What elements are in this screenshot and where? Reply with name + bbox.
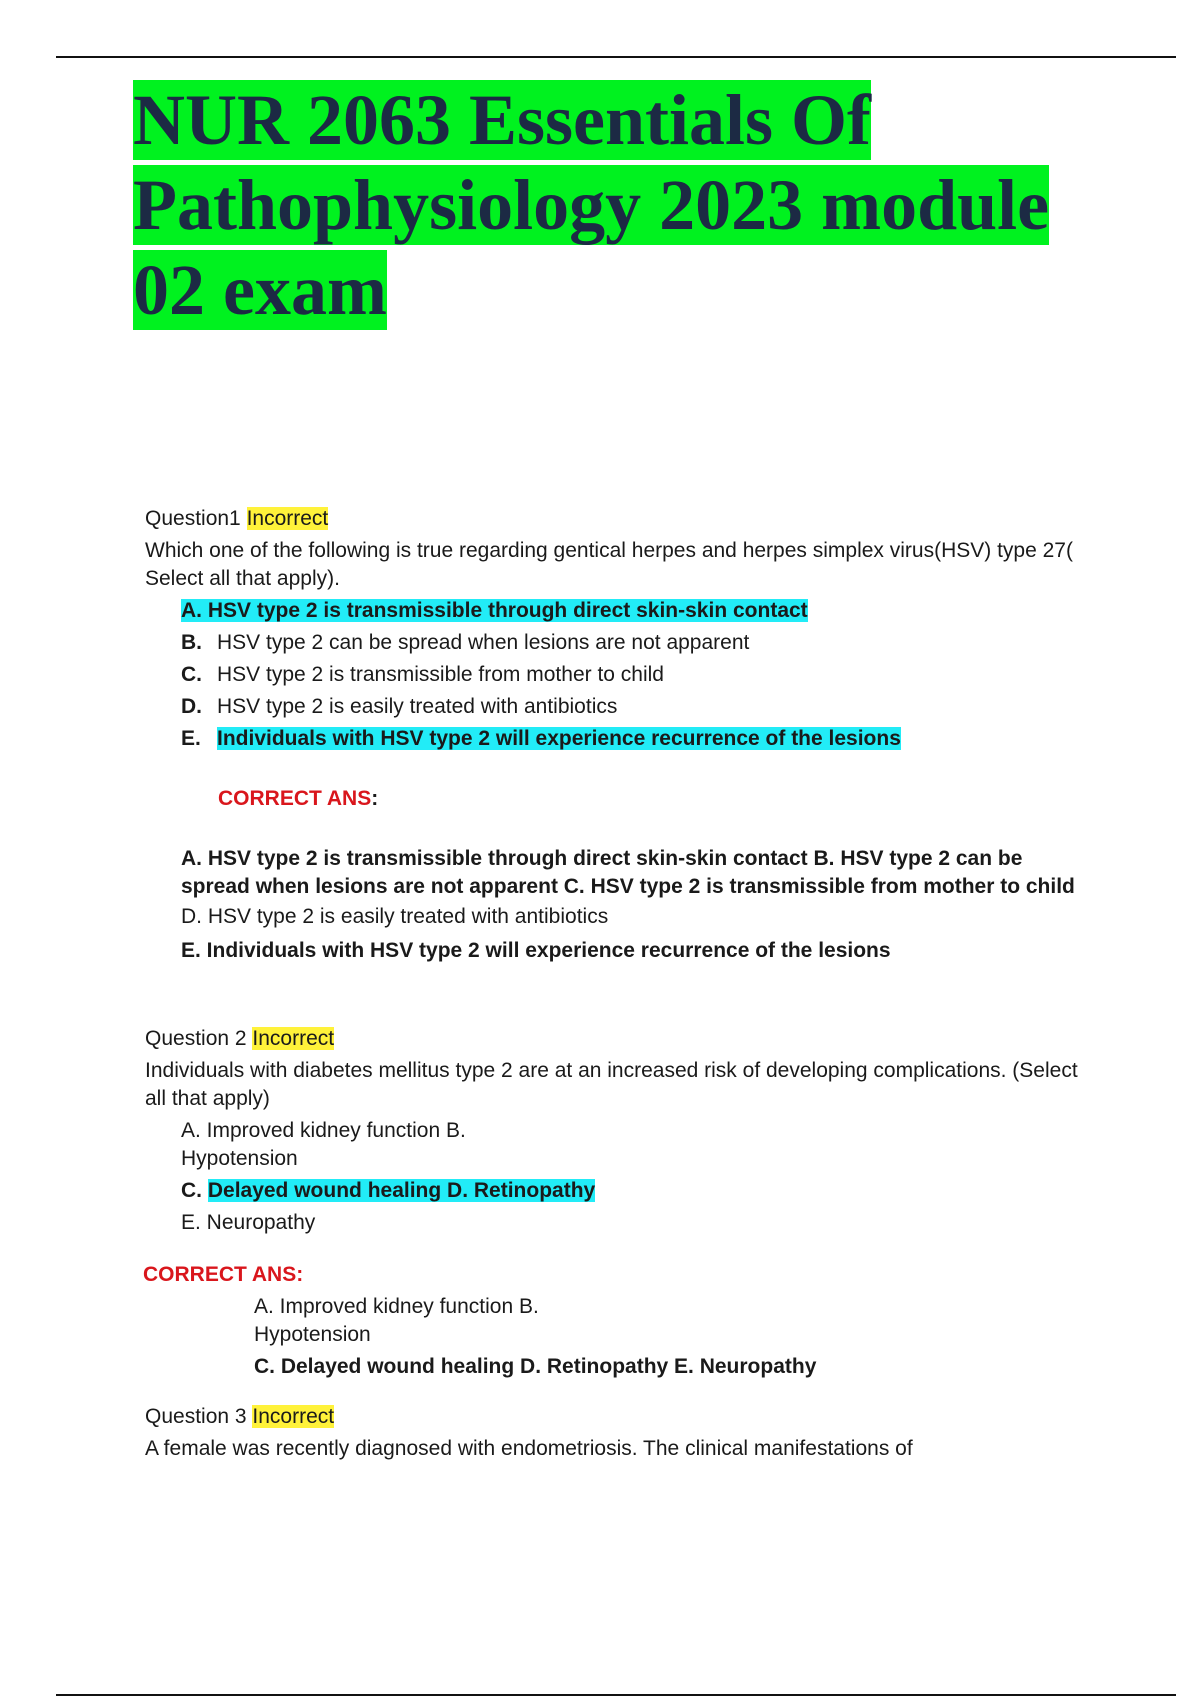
footer-rule	[56, 1694, 1176, 1696]
question-2-option-c-letter: C.	[181, 1179, 202, 1202]
option-d-text: HSV type 2 is easily treated with antibiotics	[217, 695, 618, 718]
question-2-option-c-text: Delayed wound healing D. Retinopathy	[207, 1179, 596, 1202]
question-1-option-a	[181, 597, 1085, 625]
option-a-letter: A.	[181, 599, 202, 622]
document-body	[145, 505, 1085, 1463]
question-2-option-c	[181, 1177, 1085, 1205]
option-c-text: HSV type 2 is transmissible from mother to child	[217, 663, 664, 686]
question-1-label: Question1	[145, 507, 241, 530]
question-3-text: A female was recently diagnosed with endometriosis. The clinical manifestations of	[145, 1437, 913, 1460]
question-3	[145, 1403, 1085, 1463]
option-e-letter: E.	[181, 727, 201, 750]
question-1-heading	[145, 505, 1085, 533]
option-c-letter: C.	[181, 663, 202, 686]
question-1-text: Which one of the following is true regarding gentical herpes and herpes simplex virus(HSV) type 27( Select all that apply).	[145, 539, 1073, 590]
question-1-correct-label	[218, 785, 1085, 813]
option-b-text: HSV type 2 can be spread when lesions are not apparent	[217, 631, 750, 654]
question-2-status-badge: Incorrect	[252, 1027, 335, 1050]
question-2-answer-line-1: A. Improved kidney function B.	[254, 1295, 539, 1318]
answer-bold-line: E. Individuals with HSV type 2 will experience recurrence of the lesions	[181, 939, 891, 962]
question-3-heading	[145, 1403, 1085, 1431]
question-2-option-line-4: E. Neuropathy	[181, 1211, 316, 1234]
answer-plain-line: D. HSV type 2 is easily treated with antibiotics	[181, 905, 609, 928]
option-a-text: HSV type 2 is transmissible through direct skin-skin contact	[207, 599, 808, 622]
answer-bold-block: A. HSV type 2 is transmissible through direct skin-skin contact B. HSV type 2 can be spread when lesions are not apparent C. HSV type 2 is transmissible from mother to child	[181, 847, 1075, 898]
question-2-options	[181, 1117, 1085, 1237]
question-1	[145, 505, 1085, 965]
question-1-option-c	[181, 661, 1085, 689]
question-2-answer-line-2: Hypotension	[254, 1323, 371, 1346]
header-rule	[56, 56, 1176, 58]
question-1-options	[181, 597, 1085, 753]
option-e-text: Individuals with HSV type 2 will experience recurrence of the lesions	[217, 727, 901, 750]
question-1-option-d	[181, 693, 1085, 721]
question-1-status-badge: Incorrect	[246, 507, 329, 530]
question-1-option-b	[181, 629, 1085, 657]
question-2-option-line-2: Hypotension	[181, 1147, 298, 1170]
title-line-2: Pathophysiology 2023 module	[133, 165, 1050, 245]
title-line-3: 02 exam	[133, 250, 387, 330]
question-2	[145, 1025, 1085, 1381]
option-b-letter: B.	[181, 631, 202, 654]
question-3-label: Question 3	[145, 1405, 247, 1428]
correct-ans-colon: :	[371, 787, 379, 810]
title-line-1: NUR 2063 Essentials Of	[133, 80, 872, 160]
question-1-option-e	[181, 725, 1085, 753]
question-2-label: Question 2	[145, 1027, 247, 1050]
question-2-text: Individuals with diabetes mellitus type 2 are at an increased risk of developing complications. (Select all that apply)	[145, 1059, 1078, 1110]
document-title	[133, 78, 1093, 333]
question-2-correct-label: CORRECT ANS:	[143, 1263, 304, 1286]
question-3-status-badge: Incorrect	[252, 1405, 335, 1428]
question-2-heading	[145, 1025, 1085, 1053]
correct-ans-label: CORRECT ANS	[218, 787, 372, 810]
question-2-answers	[254, 1293, 1085, 1381]
question-2-option-line-1: A. Improved kidney function B.	[181, 1119, 466, 1142]
option-d-letter: D.	[181, 695, 202, 718]
question-1-answers	[181, 845, 1085, 965]
question-2-answer-line-3: C. Delayed wound healing D. Retinopathy E. Neuropathy	[254, 1355, 817, 1378]
